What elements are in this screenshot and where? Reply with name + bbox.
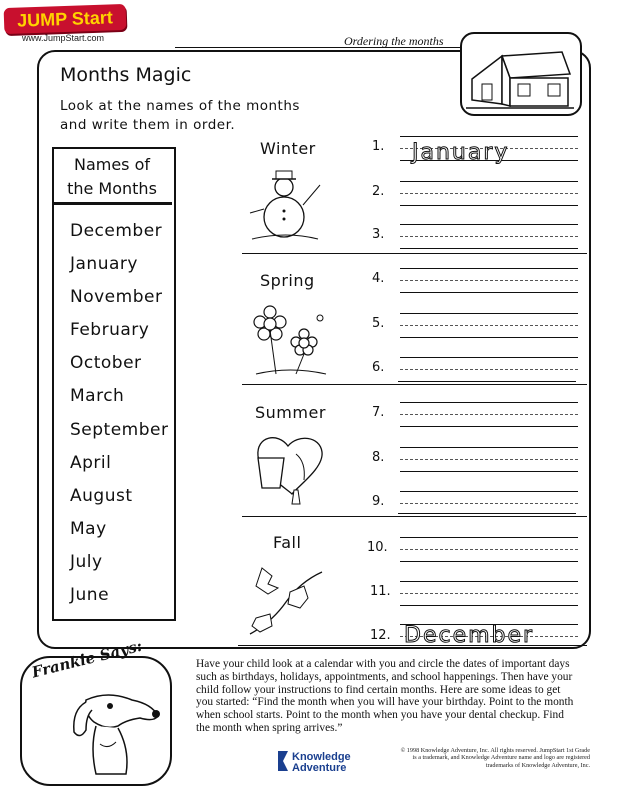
writing-line[interactable] <box>400 605 578 606</box>
house-icon <box>462 34 580 114</box>
writing-line[interactable] <box>400 337 578 338</box>
answer-number: 12. <box>370 628 391 643</box>
writing-guide <box>400 593 578 594</box>
month-names-header-line-2: the Months <box>67 179 157 198</box>
instructions-line-2: and write them in order. <box>60 117 236 133</box>
writing-guide <box>400 459 578 460</box>
writing-line[interactable] <box>400 561 578 562</box>
month-name: May <box>70 519 107 539</box>
month-name: December <box>70 221 163 241</box>
month-name: March <box>70 386 125 406</box>
frankie-dog-icon <box>56 686 162 778</box>
writing-line[interactable] <box>400 248 578 249</box>
month-name: June <box>70 585 110 605</box>
schoolhouse-illustration <box>460 32 582 116</box>
month-name: February <box>70 320 150 340</box>
month-name: October <box>70 353 142 373</box>
writing-guide <box>400 414 578 415</box>
writing-line[interactable] <box>400 426 578 427</box>
month-name: November <box>70 287 163 307</box>
worksheet-topic: Ordering the months <box>344 34 444 48</box>
answer-number: 7. <box>372 405 385 420</box>
month-name: April <box>70 453 112 473</box>
writing-guide <box>400 325 578 326</box>
writing-line[interactable] <box>398 381 576 382</box>
traced-answer-first: January <box>412 140 510 165</box>
writing-guide <box>400 236 578 237</box>
writing-guide <box>400 193 578 194</box>
knowledge-adventure-logo <box>292 752 351 774</box>
season-label-spring: Spring <box>260 271 315 290</box>
instructions <box>60 97 320 135</box>
flowers-icon <box>246 304 336 380</box>
season-divider <box>242 253 587 254</box>
writing-guide <box>400 280 578 281</box>
month-names-header <box>52 147 172 205</box>
writing-line[interactable] <box>400 402 578 403</box>
writing-line[interactable] <box>400 205 578 206</box>
answer-number: 11. <box>370 584 391 599</box>
month-name: July <box>70 552 103 572</box>
parent-tip-text: Have your child look at a calendar with you and circle the dates of important days such as birthdays, holidays, appointments, and school happenings. Then have your child follow your instructions to find certain months. Here are some ideas to get you started: “Find the month when you will have your birthday. Point to the month when school starts. Point to the month when you have your dental checkup. Find the month when spring arrives.” <box>196 658 574 734</box>
writing-line[interactable] <box>400 313 578 314</box>
writing-guide <box>400 369 578 370</box>
month-names-header-line-1: Names of <box>73 155 151 174</box>
month-names-box <box>52 147 176 621</box>
season-divider <box>242 384 587 385</box>
writing-line[interactable] <box>400 268 578 269</box>
writing-line[interactable] <box>400 357 578 358</box>
month-name: January <box>70 254 138 274</box>
writing-line[interactable] <box>398 513 576 514</box>
answer-number: 3. <box>372 227 385 242</box>
autumn-leaves-icon <box>242 562 332 642</box>
copyright-notice: © 1998 Knowledge Adventure, Inc. All rights reserved. JumpStart 1st Grade is a trademark, and Knowledge Adventure name and logo are registered trademarks of Knowledge Adventure, Inc. <box>400 747 590 769</box>
answer-number: 4. <box>372 271 385 286</box>
frankie-says-label: Frankie Says: <box>30 636 145 682</box>
page-title: Months Magic <box>60 64 192 86</box>
site-url[interactable]: www.JumpStart.com <box>22 33 105 43</box>
writing-line[interactable] <box>400 537 578 538</box>
writing-line[interactable] <box>400 136 578 137</box>
snowman-icon <box>246 165 326 245</box>
month-name: September <box>70 420 169 440</box>
answer-number: 9. <box>372 494 385 509</box>
writing-line[interactable] <box>400 581 578 582</box>
answer-number: 6. <box>372 360 385 375</box>
season-label-summer: Summer <box>255 403 326 422</box>
writing-guide <box>400 549 578 550</box>
writing-guide <box>400 503 578 504</box>
jumpstart-logo: JUMP Start <box>4 4 127 34</box>
answer-number: 1. <box>372 139 385 154</box>
knowledge-adventure-logo-icon <box>276 751 290 771</box>
answer-number: 5. <box>372 316 385 331</box>
writing-line[interactable] <box>400 447 578 448</box>
month-name: August <box>70 486 133 506</box>
beach-ball-and-pail-icon <box>248 432 332 512</box>
instructions-line-1: Look at the names of the months <box>60 98 300 114</box>
writing-line[interactable] <box>400 471 578 472</box>
publisher-name-line-2: Adventure <box>292 762 347 774</box>
answer-number: 8. <box>372 450 385 465</box>
writing-line[interactable] <box>400 224 578 225</box>
season-label-winter: Winter <box>260 139 316 158</box>
writing-line[interactable] <box>400 292 578 293</box>
season-divider <box>242 516 587 517</box>
writing-line[interactable] <box>400 181 578 182</box>
publisher-name-line-1: Knowledge <box>292 751 351 763</box>
answer-number: 2. <box>372 184 385 199</box>
writing-line[interactable] <box>400 491 578 492</box>
season-label-fall: Fall <box>273 533 302 552</box>
traced-answer-last: December <box>404 623 535 648</box>
answer-number: 10. <box>367 540 388 555</box>
